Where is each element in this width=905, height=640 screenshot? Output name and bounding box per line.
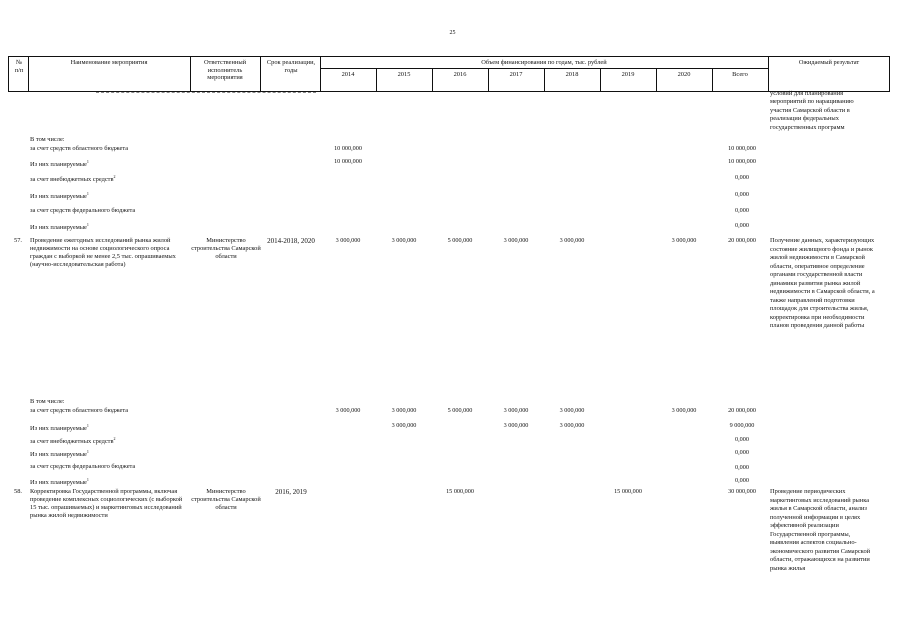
col-num-header: № п/п xyxy=(14,59,24,74)
col-year-2019: 2019 xyxy=(621,71,635,78)
col-period-header: Срок реализации, годы xyxy=(266,59,316,74)
item-period: 2016, 2019 xyxy=(275,488,307,496)
cell-total: 20 000,000 xyxy=(728,237,756,244)
row-label: Из них планируемые$^1$ xyxy=(30,423,89,433)
cell-total: 0,000 xyxy=(735,464,749,471)
divider xyxy=(260,57,261,91)
item-name: Проведение ежегодных исследований рынка жилой недвижимости на основе социологического опроса граждан с выборкой не менее 2,5 тыс. опрашиваемых (научно-исследовательская работа) xyxy=(30,237,176,268)
col-year-2020: 2020 xyxy=(677,71,691,78)
cell-total: 10 000,000 xyxy=(728,145,756,152)
cell-total: 10 000,000 xyxy=(728,158,756,165)
row-label: Из них планируемые$^1$ xyxy=(30,191,89,201)
cell-2016: 5 000,000 xyxy=(447,407,473,414)
page-number: 25 xyxy=(449,30,456,36)
cell-2018: 3 000,000 xyxy=(559,237,585,244)
cell-2018: 3 000,000 xyxy=(559,422,585,429)
col-year-2015: 2015 xyxy=(397,71,411,78)
row-label: В том числе: за счет средств областного бюджета xyxy=(30,136,129,152)
col-year-2016: 2016 xyxy=(453,71,467,78)
cell-2014: 3 000,000 xyxy=(335,407,361,414)
cell-total: 0,000 xyxy=(735,207,749,214)
cell-total: 30 000,000 xyxy=(728,488,756,495)
col-result-header: Ожидаемый результат xyxy=(798,59,860,66)
cell-2016: 5 000,000 xyxy=(447,237,473,244)
row-label: Из них планируемые$^1$ xyxy=(30,449,89,459)
result-text-continued: условий для планирования мероприятий по наращиванию участия Самарской области в реализации федеральных государственных программ xyxy=(770,90,854,131)
divider xyxy=(28,57,29,91)
cell-2015: 3 000,000 xyxy=(391,237,417,244)
row-label: за счет внебюджетных средств$^2$ xyxy=(30,174,116,184)
cell-2020: 3 000,000 xyxy=(671,237,697,244)
cell-2018: 3 000,000 xyxy=(559,407,585,414)
col-name-header: Наименование мероприятия xyxy=(70,59,148,66)
cell-total: 0,000 xyxy=(735,436,749,443)
item-result: Получение данных, характеризующих состояние жилищного фонда и рынок жилой недвижимости в Самарской области, оперативное определение органами государственной власти динамики развития рынка жилой недвижимости в Самарской области, а также направлений подготовки площадок для строительства жилья, корректировка при необходимости планов проведения данной работы xyxy=(770,237,875,329)
divider xyxy=(8,57,9,91)
row-label: Из них планируемые$^1$ xyxy=(30,222,89,232)
cell-total: 0,000 xyxy=(735,191,749,198)
row-label: за счет средств федерального бюджета xyxy=(30,207,136,214)
divider xyxy=(889,57,890,91)
row-label: Из них планируемые$^1$ xyxy=(30,477,89,487)
row-label: за счет внебюджетных средств$^2$ xyxy=(30,436,116,446)
cell-total: 0,000 xyxy=(735,477,749,484)
col-year-2014: 2014 xyxy=(341,71,355,78)
cell-2020: 3 000,000 xyxy=(671,407,697,414)
col-finance-header: Объем финансирования по годам, тыс. рублей xyxy=(481,59,607,66)
col-executor-header: Ответственный исполнитель мероприятия xyxy=(203,59,247,82)
item-name: Корректировка Государственной программы, включая проведение комплексных социологических (с выборкой 15 тыс. опрашиваемых) и маркетинговых исследований рынка жилой недвижимости xyxy=(30,488,183,519)
cell-2019: 15 000,000 xyxy=(614,488,642,495)
cell-total: 9 000,000 xyxy=(729,422,755,429)
divider xyxy=(96,92,316,93)
item-number: 57. xyxy=(14,237,22,244)
cell-total: 0,000 xyxy=(735,449,749,456)
item-number: 58. xyxy=(14,488,22,495)
col-total-header: Всего xyxy=(732,71,748,78)
cell-2015: 3 000,000 xyxy=(391,422,417,429)
item-executor: Министерство строительства Самарской области xyxy=(191,488,261,511)
cell-total: 20 000,000 xyxy=(728,407,756,414)
cell-2017: 3 000,000 xyxy=(503,422,529,429)
col-year-2018: 2018 xyxy=(565,71,579,78)
cell-2014: 10 000,000 xyxy=(334,158,362,165)
row-label: Из них планируемые$^1$ xyxy=(30,159,89,169)
item-executor: Министерство строительства Самарской области xyxy=(191,237,261,260)
cell-2017: 3 000,000 xyxy=(503,237,529,244)
row-label: В том числе: за счет средств областного бюджета xyxy=(30,398,129,414)
cell-total: 0,000 xyxy=(735,222,749,229)
cell-total: 0,000 xyxy=(735,174,749,181)
cell-2017: 3 000,000 xyxy=(503,407,529,414)
item-period: 2014-2018, 2020 xyxy=(267,237,315,245)
finance-header-line xyxy=(320,68,768,69)
divider xyxy=(768,57,769,91)
cell-2016: 15 000,000 xyxy=(446,488,474,495)
cell-2015: 3 000,000 xyxy=(391,407,417,414)
divider xyxy=(190,57,191,91)
cell-2014: 3 000,000 xyxy=(335,237,361,244)
item-result: Проведение периодических маркетинговых исследований рынка жилья в Самарской области, анализ полученной информации в целях эффективной реализации Государственной программы, выявления аспектов социально-экономического развития Самарской области, отражающихся на развитии рынка жилья xyxy=(770,488,871,572)
col-year-2017: 2017 xyxy=(509,71,523,78)
cell-2014: 10 000,000 xyxy=(334,145,362,152)
table-header xyxy=(8,56,890,92)
row-label: за счет средств федерального бюджета xyxy=(30,463,136,470)
